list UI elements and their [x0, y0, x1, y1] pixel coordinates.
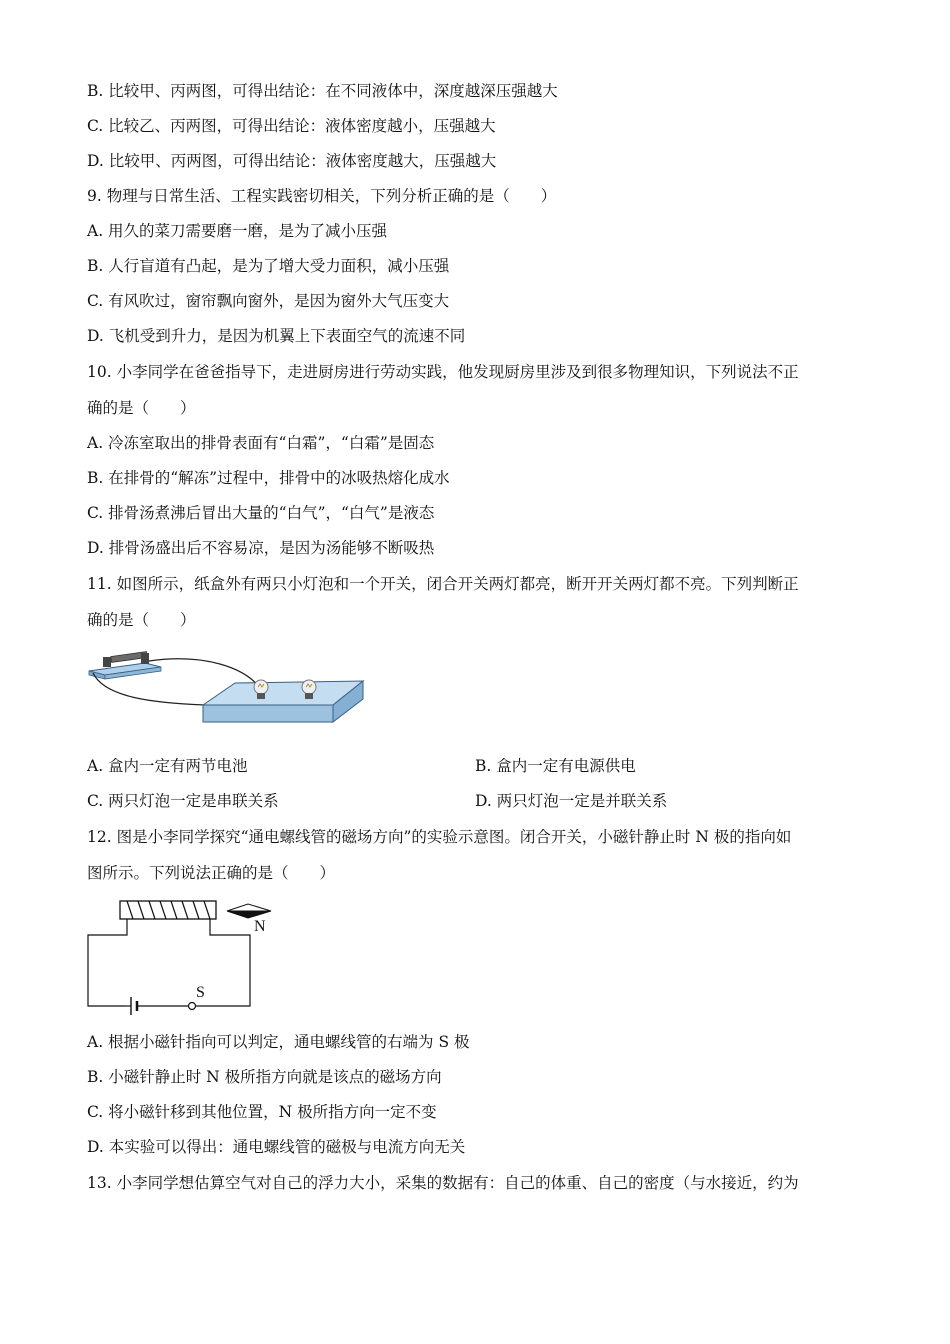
q12-option-a: A. 根据小磁针指向可以判定，通电螺线管的右端为 S 极	[87, 1033, 470, 1051]
battery	[125, 997, 188, 1015]
q9-option-d: D. 飞机受到升力，是因为机翼上下表面空气的流速不同	[87, 327, 466, 345]
label-s: S	[196, 984, 205, 1001]
q10-stem-line1: 10. 小李同学在爸爸指导下，走进厨房进行劳动实践，他发现厨房里涉及到很多物理知识，下列说法不正	[87, 363, 799, 381]
q8-option-d: D. 比较甲、丙两图，可得出结论：液体密度越大，压强越大	[87, 152, 497, 170]
q10-option-a: A. 冷冻室取出的排骨表面有“白霜”，“白霜”是固态	[87, 434, 435, 452]
q9-option-b: B. 人行盲道有凸起，是为了增大受力面积，减小压强	[87, 257, 450, 275]
q8-option-c: C. 比较乙、丙两图，可得出结论：液体密度越小，压强越大	[87, 117, 496, 135]
q12-option-c: C. 将小磁针移到其他位置，N 极所指方向一定不变	[87, 1103, 437, 1121]
q9-option-a: A. 用久的菜刀需要磨一磨，是为了减小压强	[87, 222, 388, 240]
q8-option-b: B. 比较甲、丙两图，可得出结论：在不同液体中，深度越深压强越大	[87, 82, 558, 100]
switch-s	[189, 1003, 196, 1010]
q10-option-c: C. 排骨汤煮沸后冒出大量的“白气”，“白气”是液态	[87, 504, 435, 522]
q10-option-b: B. 在排骨的“解冻”过程中，排骨中的冰吸热熔化成水	[87, 469, 450, 487]
q12-stem-line1: 12. 图是小李同学探究“通电螺线管的磁场方向”的实验示意图。闭合开关，小磁针静止时 N 极的指向如	[87, 828, 792, 846]
q11-option-b: B. 盒内一定有电源供电	[475, 757, 636, 775]
q9-stem: 9. 物理与日常生活、工程实践密切相关，下列分析正确的是（ ）	[87, 187, 557, 205]
q13-stem-line1: 13. 小李同学想估算空气对自己的浮力大小，采集的数据有：自己的体重、自己的密度（与水接近，约为	[87, 1174, 799, 1192]
q11-option-c: C. 两只灯泡一定是串联关系	[87, 792, 279, 810]
solenoid-core	[120, 901, 216, 919]
q12-option-d: D. 本实验可以得出：通电螺线管的磁极与电流方向无关	[87, 1138, 466, 1156]
q12-stem-line2: 图所示。下列说法正确的是（ ）	[87, 864, 336, 882]
q11-option-d: D. 两只灯泡一定是并联关系	[475, 792, 668, 810]
q10-stem-line2: 确的是（ ）	[87, 399, 196, 417]
q11-option-a: A. 盒内一定有两节电池	[87, 757, 248, 775]
compass-needle	[227, 904, 271, 918]
q12-solenoid-figure	[85, 893, 285, 1015]
q9-option-c: C. 有风吹过，窗帘飘向窗外，是因为窗外大气压变大	[87, 292, 450, 310]
label-n: N	[254, 918, 266, 935]
q11-stem-line1: 11. 如图所示，纸盒外有两只小灯泡和一个开关，闭合开关两灯都亮，断开开关两灯都不亮。下列判断正	[87, 575, 799, 593]
q12-option-b: B. 小磁针静止时 N 极所指方向就是该点的磁场方向	[87, 1068, 442, 1086]
q10-option-d: D. 排骨汤盛出后不容易凉，是因为汤能够不断吸热	[87, 539, 435, 557]
q11-circuit-figure	[85, 643, 370, 728]
q11-stem-line2: 确的是（ ）	[87, 611, 196, 629]
